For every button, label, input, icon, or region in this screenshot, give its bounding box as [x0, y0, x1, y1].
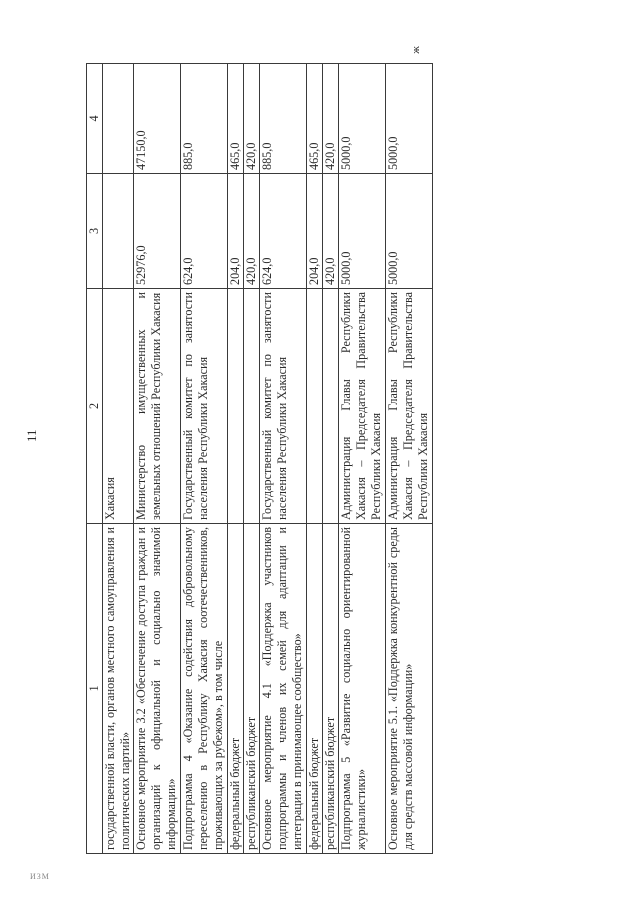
- value-cell: 5000,0: [339, 64, 386, 174]
- value-cell: 47150,0: [134, 64, 181, 174]
- table-row: [307, 64, 323, 854]
- value-cell: 5000,0: [339, 174, 386, 289]
- executor-cell: [228, 289, 244, 524]
- value-cell: 465,0: [307, 64, 323, 174]
- value-cell: 465,0: [228, 64, 244, 174]
- executor-cell: Хакасия: [103, 289, 134, 524]
- program-cell: федеральный бюджет: [228, 524, 244, 854]
- value-cell: 204,0: [307, 174, 323, 289]
- budget-table: [86, 63, 433, 854]
- value-cell: [103, 174, 134, 289]
- value-cell: 624,0: [260, 174, 307, 289]
- program-cell: Основное мероприятие 4.1 «Поддержка участников подпрограммы и членов их семей для адаптации и интеграции в принимающее сообщество»: [260, 524, 307, 854]
- value-cell: 420,0: [323, 64, 339, 174]
- value-cell: 204,0: [228, 174, 244, 289]
- executor-cell: [323, 289, 339, 524]
- rotated-table-wrapper: [86, 64, 433, 854]
- program-cell: республиканский бюджет: [323, 524, 339, 854]
- executor-cell: [307, 289, 323, 524]
- program-cell: республиканский бюджет: [244, 524, 260, 854]
- header-cell: 2: [87, 289, 103, 524]
- corner-mark: ж: [409, 46, 422, 54]
- table-row: [323, 64, 339, 854]
- value-cell: 885,0: [181, 64, 228, 174]
- table-row: [386, 64, 433, 854]
- table-row: [339, 64, 386, 854]
- program-cell: Основное мероприятие 5.1. «Поддержка конкурентной среды для средств массовой информации»: [386, 524, 433, 854]
- stamp-mark: ИЗМ: [30, 872, 50, 881]
- value-cell: 420,0: [323, 174, 339, 289]
- page-number: 11: [24, 429, 39, 442]
- table-row: [228, 64, 244, 854]
- value-cell: 420,0: [244, 174, 260, 289]
- value-cell: [103, 64, 134, 174]
- table-header-row: [87, 64, 103, 854]
- header-cell: 3: [87, 174, 103, 289]
- table-row: [134, 64, 181, 854]
- value-cell: 5000,0: [386, 64, 433, 174]
- program-cell: федеральный бюджет: [307, 524, 323, 854]
- program-cell: Подпрограмма 4 «Оказание содействия добровольному переселению в Республику Хакасия соотечественников, проживающих за рубежом», в том числе: [181, 524, 228, 854]
- table-row: [260, 64, 307, 854]
- value-cell: 5000,0: [386, 174, 433, 289]
- executor-cell: [244, 289, 260, 524]
- header-cell: 4: [87, 64, 103, 174]
- executor-cell: Министерство имущественных и земельных отношений Республики Хакасия: [134, 289, 181, 524]
- table-row: [244, 64, 260, 854]
- program-cell: Основное мероприятие 3.2 «Обеспечение доступа граждан и организаций к официальной и социально значимой информации»: [134, 524, 181, 854]
- value-cell: 624,0: [181, 174, 228, 289]
- executor-cell: Администрация Главы Республики Хакасия – Председателя Правительства Республики Хакасия: [339, 289, 386, 524]
- executor-cell: Администрация Главы Республики Хакасия – Председателя Правительства Республики Хакасия: [386, 289, 433, 524]
- table-row: [103, 64, 134, 854]
- value-cell: 420,0: [244, 64, 260, 174]
- header-cell: 1: [87, 524, 103, 854]
- table-row: [181, 64, 228, 854]
- executor-cell: Государственный комитет по занятости населения Республики Хакасия: [181, 289, 228, 524]
- program-cell: Подпрограмма 5 «Развитие социально ориентированной журналистики»: [339, 524, 386, 854]
- executor-cell: Государственный комитет по занятости населения Республики Хакасия: [260, 289, 307, 524]
- value-cell: 885,0: [260, 64, 307, 174]
- program-cell: государственной власти, органов местного самоуправления и политических партий»: [103, 524, 134, 854]
- value-cell: 52976,0: [134, 174, 181, 289]
